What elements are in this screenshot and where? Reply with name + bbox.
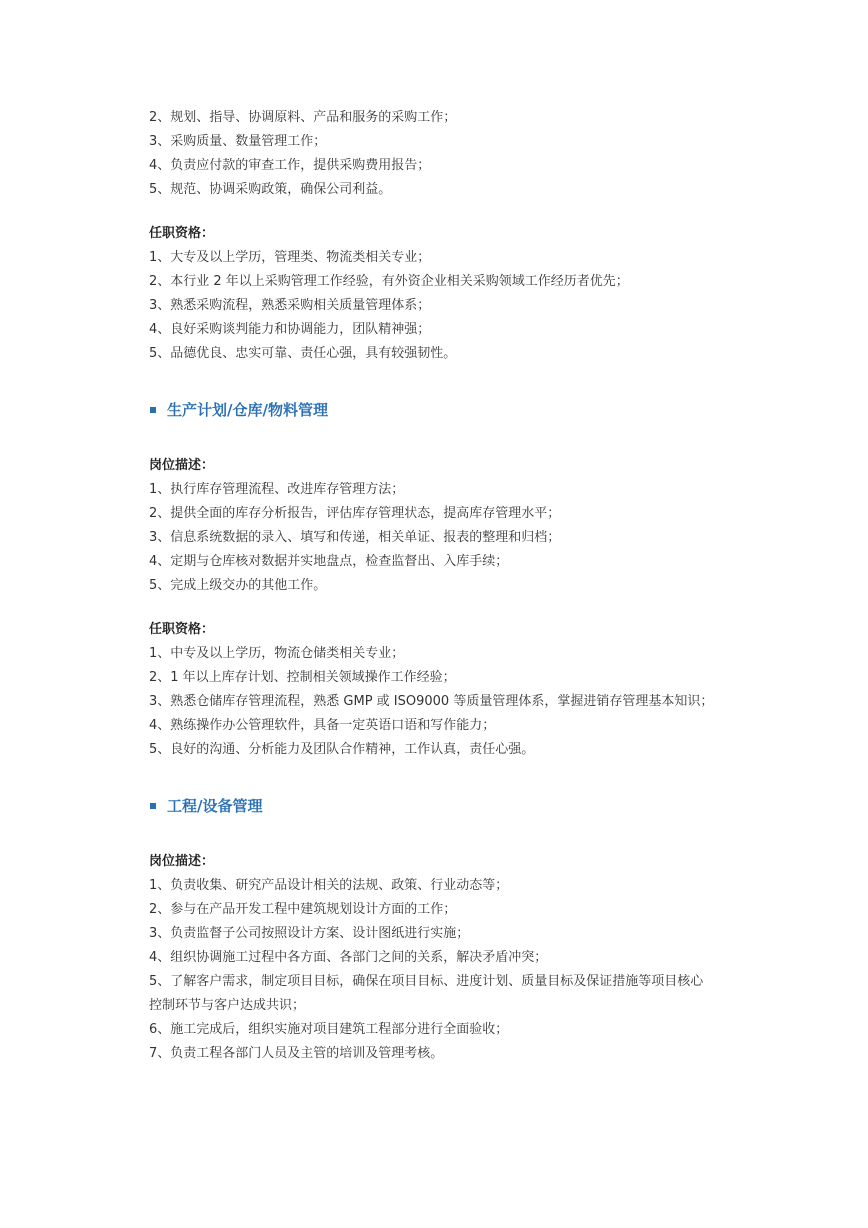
list-item: 5、良好的沟通、分析能力及团队合作精神，工作认真，责任心强。 — [149, 742, 535, 757]
procurement-duties-list — [149, 106, 829, 202]
list-item: 5、完成上级交办的其他工作。 — [149, 578, 327, 593]
list-item: 4、负责应付款的审查工作，提供采购费用报告； — [149, 158, 431, 173]
list-item: 6、施工完成后，组织实施对项目建筑工程部分进行全面验收； — [149, 1022, 509, 1037]
square-bullet-icon — [150, 803, 156, 809]
list-item: 1、大专及以上学历，管理类、物流类相关专业； — [149, 250, 431, 265]
job-description-label: 岗位描述： — [149, 458, 215, 473]
qualifications-label: 任职资格： — [149, 622, 215, 637]
document-content — [149, 106, 829, 1066]
list-item-continuation: 控制环节与客户达成共识； — [149, 998, 306, 1013]
list-item: 2、1 年以上库存计划、控制相关领域操作工作经验； — [149, 670, 456, 685]
procurement-qualifications-list — [149, 246, 829, 366]
production-qualifications-list — [149, 642, 829, 762]
section-heading-text: 生产计划/仓库/物料管理 — [167, 401, 328, 419]
list-item: 2、本行业 2 年以上采购管理工作经验，有外资企业相关采购领域工作经历者优先； — [149, 274, 629, 289]
list-item: 3、熟悉仓储库存管理流程，熟悉 GMP 或 ISO9000 等质量管理体系，掌握进销存管理基本知识； — [149, 694, 714, 709]
list-item: 5、规范、协调采购政策，确保公司利益。 — [149, 182, 392, 197]
list-item: 1、中专及以上学历，物流仓储类相关专业； — [149, 646, 405, 661]
section-heading-production — [149, 398, 829, 422]
list-item: 1、执行库存管理流程、改进库存管理方法； — [149, 482, 405, 497]
square-bullet-icon — [150, 407, 156, 413]
list-item: 3、熟悉采购流程，熟悉采购相关质量管理体系； — [149, 298, 431, 313]
list-item: 3、采购质量、数量管理工作； — [149, 134, 327, 149]
list-item: 2、参与在产品开发工程中建筑规划设计方面的工作； — [149, 902, 457, 917]
list-item: 4、熟练操作办公管理软件，具备一定英语口语和写作能力； — [149, 718, 496, 733]
job-description-label: 岗位描述： — [149, 854, 215, 869]
qualifications-label: 任职资格： — [149, 226, 215, 241]
list-item: 1、负责收集、研究产品设计相关的法规、政策、行业动态等； — [149, 878, 509, 893]
list-item: 4、定期与仓库核对数据并实地盘点，检查监督出、入库手续； — [149, 554, 509, 569]
list-item: 5、了解客户需求，制定项目目标，确保在项目目标、进度计划、质量目标及保证措施等项目核心 — [149, 974, 704, 989]
list-item: 2、规划、指导、协调原料、产品和服务的采购工作； — [149, 110, 457, 125]
production-duties-list — [149, 478, 829, 598]
section-heading-engineering — [149, 794, 829, 818]
list-item: 3、负责监督子公司按照设计方案、设计图纸进行实施； — [149, 926, 470, 941]
list-item: 2、提供全面的库存分析报告，评估库存管理状态，提高库存管理水平； — [149, 506, 561, 521]
list-item: 3、信息系统数据的录入、填写和传递，相关单证、报表的整理和归档； — [149, 530, 561, 545]
section-heading-text: 工程/设备管理 — [167, 797, 263, 815]
list-item: 4、良好采购谈判能力和协调能力，团队精神强； — [149, 322, 431, 337]
list-item: 4、组织协调施工过程中各方面、各部门之间的关系，解决矛盾冲突； — [149, 950, 548, 965]
list-item: 5、品德优良、忠实可靠、责任心强，具有较强韧性。 — [149, 346, 457, 361]
engineering-duties-list — [149, 874, 829, 1066]
list-item: 7、负责工程各部门人员及主管的培训及管理考核。 — [149, 1046, 444, 1061]
